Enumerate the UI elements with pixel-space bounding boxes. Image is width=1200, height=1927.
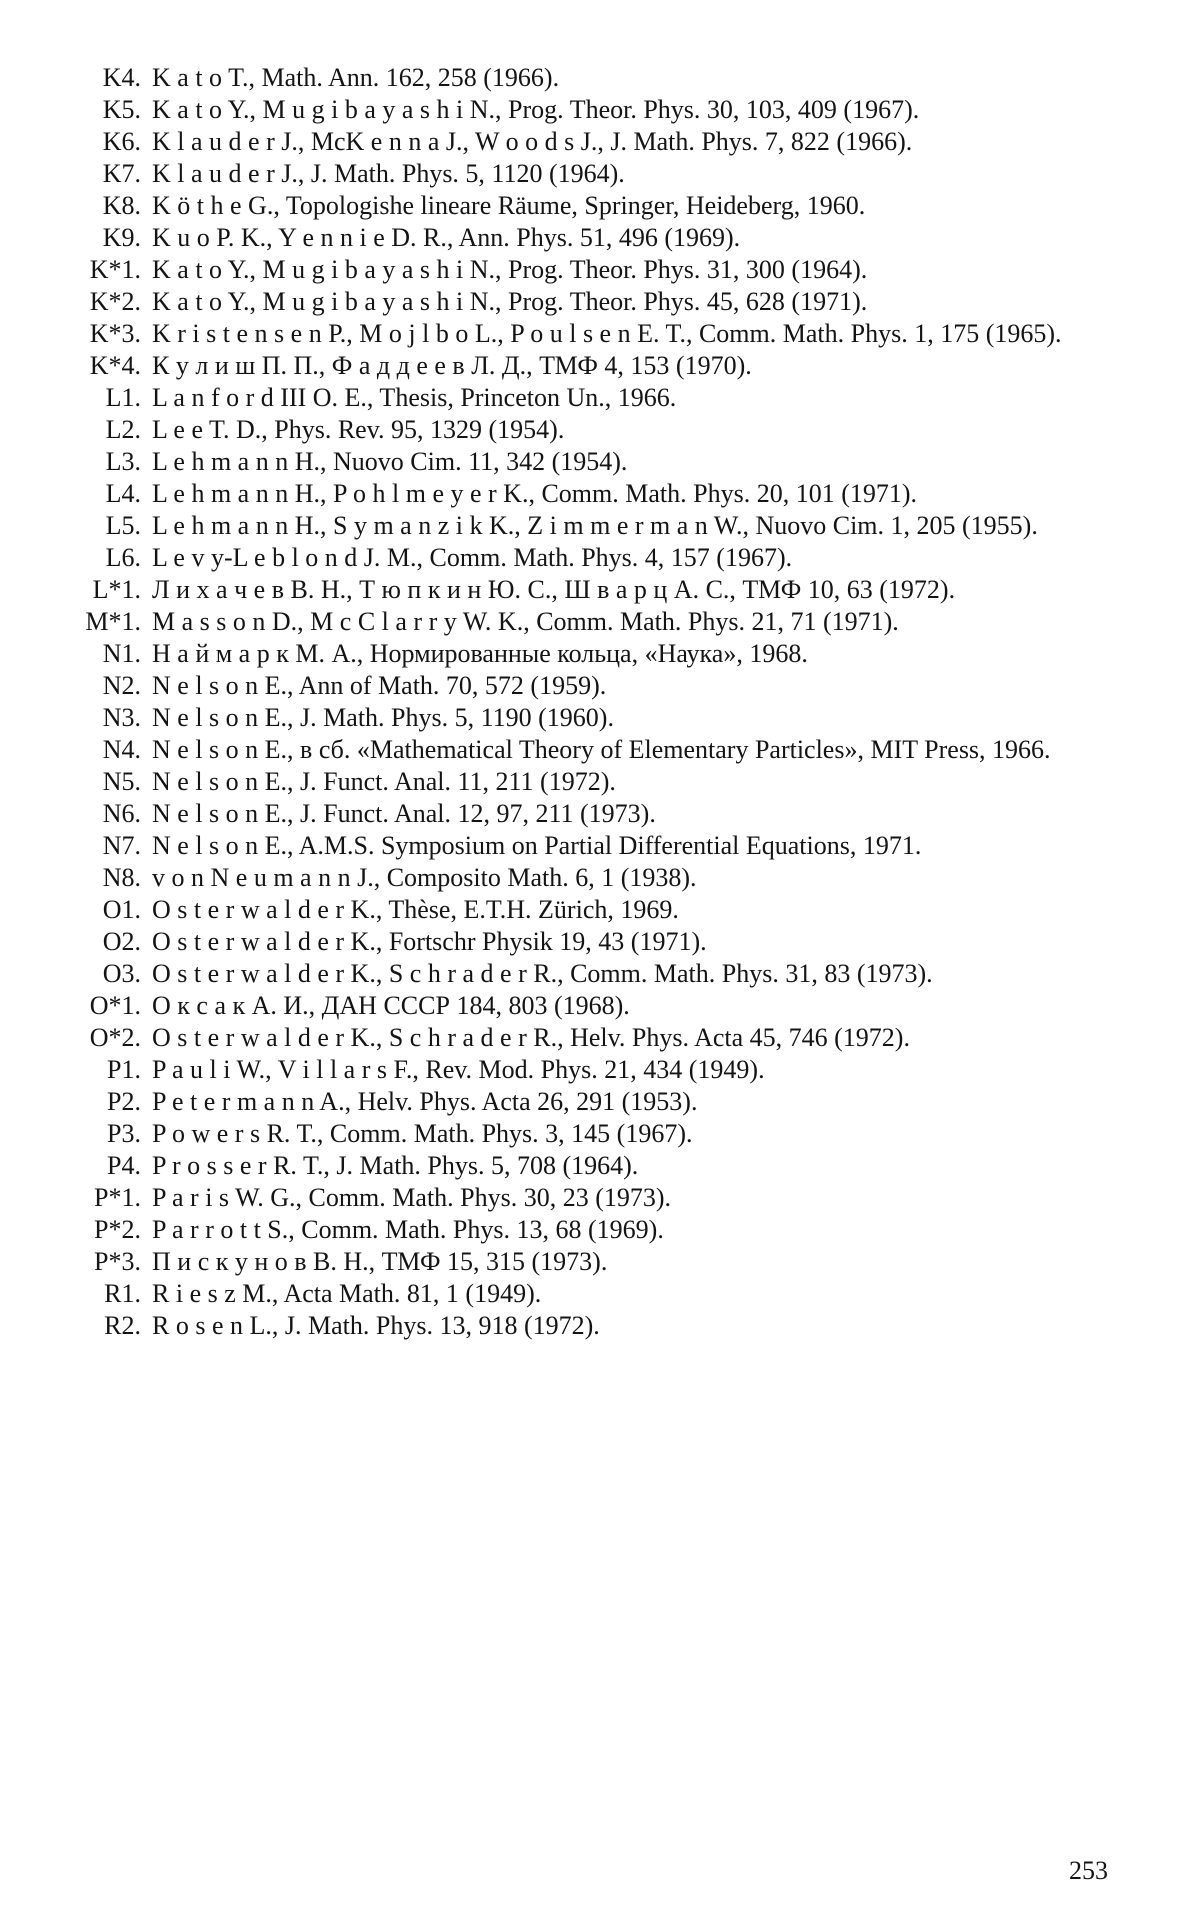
reference-item <box>62 638 1112 669</box>
reference-label: R2. <box>104 1311 141 1340</box>
reference-item <box>62 670 1112 701</box>
reference-text: K ö t h e G., Topologishe lineare Räume, Springer, Heideberg, 1960. <box>152 191 866 220</box>
reference-item <box>62 510 1112 541</box>
reference-label: P*3. <box>94 1247 141 1276</box>
reference-item <box>62 606 1112 637</box>
reference-item <box>62 1118 1112 1149</box>
reference-item <box>62 926 1112 957</box>
reference-item <box>62 1054 1112 1085</box>
reference-text: v o n N e u m a n n J., Composito Math. 6, 1 (1938). <box>152 863 697 892</box>
reference-label: L3. <box>105 447 141 476</box>
reference-item <box>62 798 1112 829</box>
reference-label: N8. <box>102 863 141 892</box>
reference-text: K a t o Y., M u g i b a y a s h i N., Prog. Theor. Phys. 45, 628 (1971). <box>152 287 868 316</box>
reference-text: K a t o Y., M u g i b a y a s h i N., Prog. Theor. Phys. 30, 103, 409 (1967). <box>152 95 920 124</box>
reference-text: P a r i s W. G., Comm. Math. Phys. 30, 23 (1973). <box>152 1183 672 1212</box>
reference-label: N2. <box>102 671 141 700</box>
reference-text: L e e T. D., Phys. Rev. 95, 1329 (1954). <box>152 415 565 444</box>
reference-label: N3. <box>102 703 141 732</box>
reference-label: N6. <box>102 799 141 828</box>
reference-item <box>62 446 1112 477</box>
reference-label: K*1. <box>89 255 141 284</box>
reference-label: R1. <box>104 1279 141 1308</box>
reference-label: K8. <box>102 191 141 220</box>
reference-item <box>62 1310 1112 1341</box>
reference-label: K6. <box>102 127 141 156</box>
reference-item <box>62 254 1112 285</box>
reference-text: R i e s z M., Acta Math. 81, 1 (1949). <box>152 1279 542 1308</box>
reference-label: O*2. <box>89 1023 141 1052</box>
reference-item <box>62 702 1112 733</box>
reference-text: L e h m a n n H., P o h l m e y e r K., Comm. Math. Phys. 20, 101 (1971). <box>152 479 918 508</box>
reference-label: K4. <box>102 63 141 92</box>
reference-text: P r o s s e r R. T., J. Math. Phys. 5, 708 (1964). <box>152 1151 639 1180</box>
reference-label: L5. <box>105 511 141 540</box>
reference-text: R o s e n L., J. Math. Phys. 13, 918 (1972). <box>152 1311 600 1340</box>
reference-text: Л и х а ч е в В. Н., Т ю п к и н Ю. С., Ш в а р ц А. С., ТМФ 10, 63 (1972). <box>152 575 956 604</box>
reference-text: N e l s o n E., J. Funct. Anal. 12, 97, 211 (1973). <box>152 799 656 828</box>
reference-text: К у л и ш П. П., Ф а д д е е в Л. Д., ТМФ 4, 153 (1970). <box>152 351 752 380</box>
reference-label: L*1. <box>92 575 141 604</box>
reference-label: N7. <box>102 831 141 860</box>
reference-text: K a t o T., Math. Ann. 162, 258 (1966). <box>152 63 560 92</box>
reference-label: P1. <box>107 1055 141 1084</box>
reference-item <box>62 158 1112 189</box>
reference-label: K*3. <box>89 319 141 348</box>
reference-text: О к с а к А. И., ДАН СССР 184, 803 (1968). <box>152 991 630 1020</box>
reference-item <box>62 1182 1112 1213</box>
reference-label: K*2. <box>89 287 141 316</box>
reference-label: N4. <box>102 735 141 764</box>
reference-item <box>62 542 1112 573</box>
reference-item <box>62 350 1112 381</box>
reference-text: P o w e r s R. T., Comm. Math. Phys. 3, 145 (1967). <box>152 1119 693 1148</box>
reference-text: M a s s o n D., M c C l a r r y W. K., Comm. Math. Phys. 21, 71 (1971). <box>152 607 899 636</box>
reference-text: L e h m a n n H., Nuovo Cim. 11, 342 (1954). <box>152 447 628 476</box>
reference-text: O s t e r w a l d e r K., S c h r a d e r R., Helv. Phys. Acta 45, 746 (1972). <box>152 1023 910 1052</box>
reference-text: O s t e r w a l d e r K., S c h r a d e r R., Comm. Math. Phys. 31, 83 (1973). <box>152 959 933 988</box>
reference-item <box>62 766 1112 797</box>
reference-label: O1. <box>102 895 141 924</box>
reference-text: П и с к у н о в В. Н., ТМФ 15, 315 (1973). <box>152 1247 608 1276</box>
reference-label: L1. <box>105 383 141 412</box>
reference-label: N1. <box>102 639 141 668</box>
reference-text: N e l s o n E., J. Funct. Anal. 11, 211 (1972). <box>152 767 616 796</box>
reference-label: N5. <box>102 767 141 796</box>
reference-text: K a t o Y., M u g i b a y a s h i N., Prog. Theor. Phys. 31, 300 (1964). <box>152 255 868 284</box>
reference-label: K9. <box>102 223 141 252</box>
reference-item <box>62 382 1112 413</box>
reference-text: N e l s o n E., в сб. «Mathematical Theory of Elementary Particles», MIT Press, 1966. <box>152 735 1051 764</box>
reference-label: K*4. <box>89 351 141 380</box>
reference-text: N e l s o n E., Ann of Math. 70, 572 (1959). <box>152 671 607 700</box>
reference-item <box>62 478 1112 509</box>
reference-text: P e t e r m a n n A., Helv. Phys. Acta 26, 291 (1953). <box>152 1087 698 1116</box>
reference-item <box>62 958 1112 989</box>
reference-text: K l a u d e r J., McK e n n a J., W o o d s J., J. Math. Phys. 7, 822 (1966). <box>152 127 913 156</box>
reference-item <box>62 1022 1112 1053</box>
reference-text: P a r r o t t S., Comm. Math. Phys. 13, 68 (1969). <box>152 1215 664 1244</box>
reference-item <box>62 222 1112 253</box>
reference-label: M*1. <box>85 607 141 636</box>
reference-text: O s t e r w a l d e r K., Thèse, E.T.H. Zürich, 1969. <box>152 895 679 924</box>
reference-item <box>62 574 1112 605</box>
reference-item <box>62 990 1112 1021</box>
reference-item <box>62 862 1112 893</box>
reference-text: Н а й м а р к М. А., Нормированные кольца, «Наука», 1968. <box>152 639 808 668</box>
reference-item <box>62 190 1112 221</box>
reference-text: P a u l i W., V i l l a r s F., Rev. Mod. Phys. 21, 434 (1949). <box>152 1055 765 1084</box>
reference-label: O2. <box>102 927 141 956</box>
reference-item <box>62 894 1112 925</box>
reference-label: P2. <box>107 1087 141 1116</box>
reference-text: N e l s o n E., A.M.S. Symposium on Partial Differential Equations, 1971. <box>152 831 922 860</box>
reference-item <box>62 318 1112 349</box>
reference-text: N e l s o n E., J. Math. Phys. 5, 1190 (1960). <box>152 703 614 732</box>
reference-label: L4. <box>105 479 141 508</box>
reference-item <box>62 94 1112 125</box>
page-number: 253 <box>1069 1856 1108 1885</box>
reference-item <box>62 830 1112 861</box>
reference-label: P4. <box>107 1151 141 1180</box>
reference-text: O s t e r w a l d e r K., Fortschr Physik 19, 43 (1971). <box>152 927 707 956</box>
reference-item <box>62 126 1112 157</box>
reference-label: P*2. <box>94 1215 141 1244</box>
reference-item <box>62 1086 1112 1117</box>
reference-item <box>62 1246 1112 1277</box>
reference-item <box>62 1214 1112 1245</box>
reference-label: L2. <box>105 415 141 444</box>
reference-item <box>62 414 1112 445</box>
reference-label: O*1. <box>89 991 141 1020</box>
reference-item <box>62 1150 1112 1181</box>
reference-label: K7. <box>102 159 141 188</box>
reference-text: L a n f o r d III O. E., Thesis, Princeton Un., 1966. <box>152 383 677 412</box>
reference-text: K l a u d e r J., J. Math. Phys. 5, 1120 (1964). <box>152 159 625 188</box>
reference-item <box>62 734 1112 765</box>
reference-label: O3. <box>102 959 141 988</box>
reference-label: P3. <box>107 1119 141 1148</box>
reference-list <box>62 62 1112 1342</box>
reference-item <box>62 1278 1112 1309</box>
reference-text: L e v y-L e b l o n d J. M., Comm. Math. Phys. 4, 157 (1967). <box>152 543 793 572</box>
reference-text: L e h m a n n H., S y m a n z i k K., Z i m m e r m a n W., Nuovo Cim. 1, 205 (1955). <box>152 511 1038 540</box>
reference-text: K u o P. K., Y e n n i e D. R., Ann. Phys. 51, 496 (1969). <box>152 223 741 252</box>
reference-item <box>62 286 1112 317</box>
reference-label: P*1. <box>94 1183 141 1212</box>
reference-label: L6. <box>105 543 141 572</box>
reference-text: K r i s t e n s e n P., M o j l b o L., P o u l s e n E. T., Comm. Math. Phys. 1, 175 (1965). <box>152 319 1062 348</box>
reference-label: K5. <box>102 95 141 124</box>
reference-item <box>62 62 1112 93</box>
